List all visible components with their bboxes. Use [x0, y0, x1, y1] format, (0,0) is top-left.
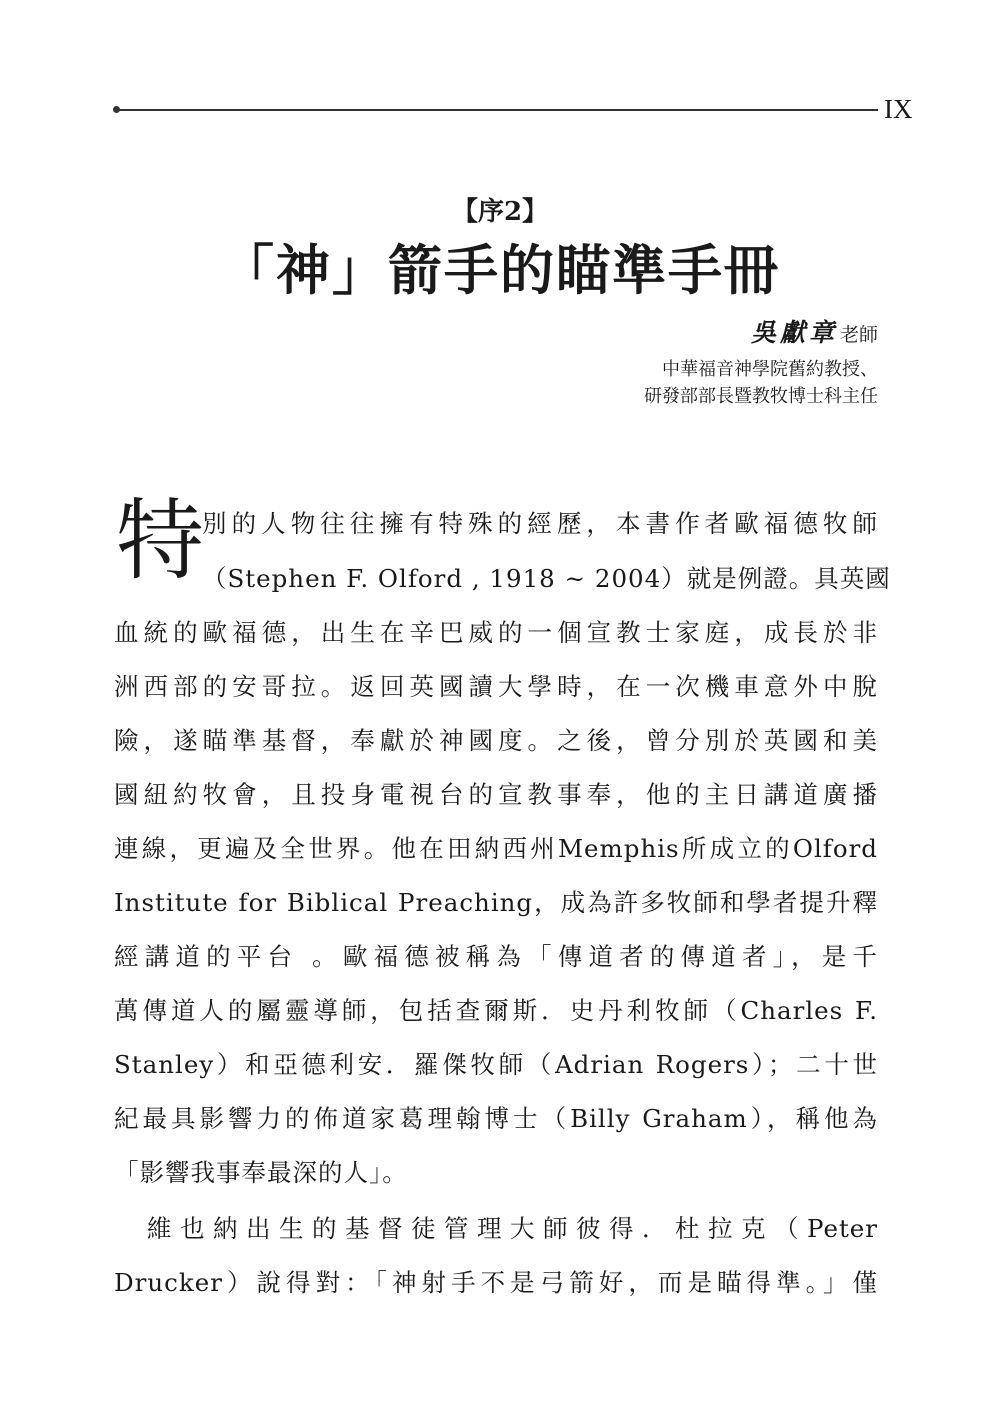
chapter-title: 「神」箭手的瞄準手冊	[220, 238, 780, 302]
body-line: 經講道的平台 。歐福德被稱為「傳道者的傳道者」，是千	[114, 942, 878, 971]
body-line: （Stephen F. Olford , 1918 ~ 2004）就是例證。具英國	[202, 564, 891, 593]
author-affiliation-1: 中華福音神學院舊約教授、	[662, 359, 878, 380]
body-line: 「影響我事奉最深的人」。	[114, 1158, 408, 1187]
drop-cap: 特	[116, 489, 205, 592]
author-affiliation-2: 研發部部長暨教牧博士科主任	[644, 386, 878, 407]
body-line: 萬傳道人的屬靈導師，包括查爾斯．史丹利牧師（Charles F.	[114, 996, 878, 1025]
preface-label: 【序2】	[451, 197, 549, 227]
body-line: 維也納出生的基督徒管理大師彼得．杜拉克（Peter	[114, 1214, 878, 1243]
header-rule	[118, 109, 878, 111]
page-number: IX	[884, 94, 913, 124]
body-line: 險，遂瞄準基督，奉獻於神國度。之後，曾分別於英國和美	[114, 726, 878, 755]
body-line: 洲西部的安哥拉。返回英國讀大學時，在一次機車意外中脫	[114, 672, 878, 701]
body-line: Institute for Biblical Preaching，成為許多牧師和學者提升釋	[114, 888, 878, 917]
body-line: Stanley）和亞德利安．羅傑牧師（Adrian Rogers）；二十世	[114, 1050, 878, 1079]
body-line: Drucker）說得對：「神射手不是弓箭好，而是瞄得準。」僅	[114, 1268, 878, 1297]
body-line: 血統的歐福德，出生在辛巴威的一個宣教士家庭，成長於非	[114, 618, 878, 647]
author-title: 老師	[839, 324, 878, 346]
author-name: 吳獻章	[750, 318, 838, 347]
body-line: 國紐約牧會，且投身電視台的宣教事奉，他的主日講道廣播	[114, 780, 878, 809]
body-line: 別的人物往往擁有特殊的經歷，本書作者歐福德牧師	[202, 509, 878, 538]
body-line: 紀最具影響力的佈道家葛理翰博士（Billy Graham），稱他為	[114, 1104, 878, 1133]
body-line: 連線，更遍及全世界。他在田納西州Memphis所成立的Olford	[114, 834, 878, 863]
author-line	[751, 313, 878, 349]
